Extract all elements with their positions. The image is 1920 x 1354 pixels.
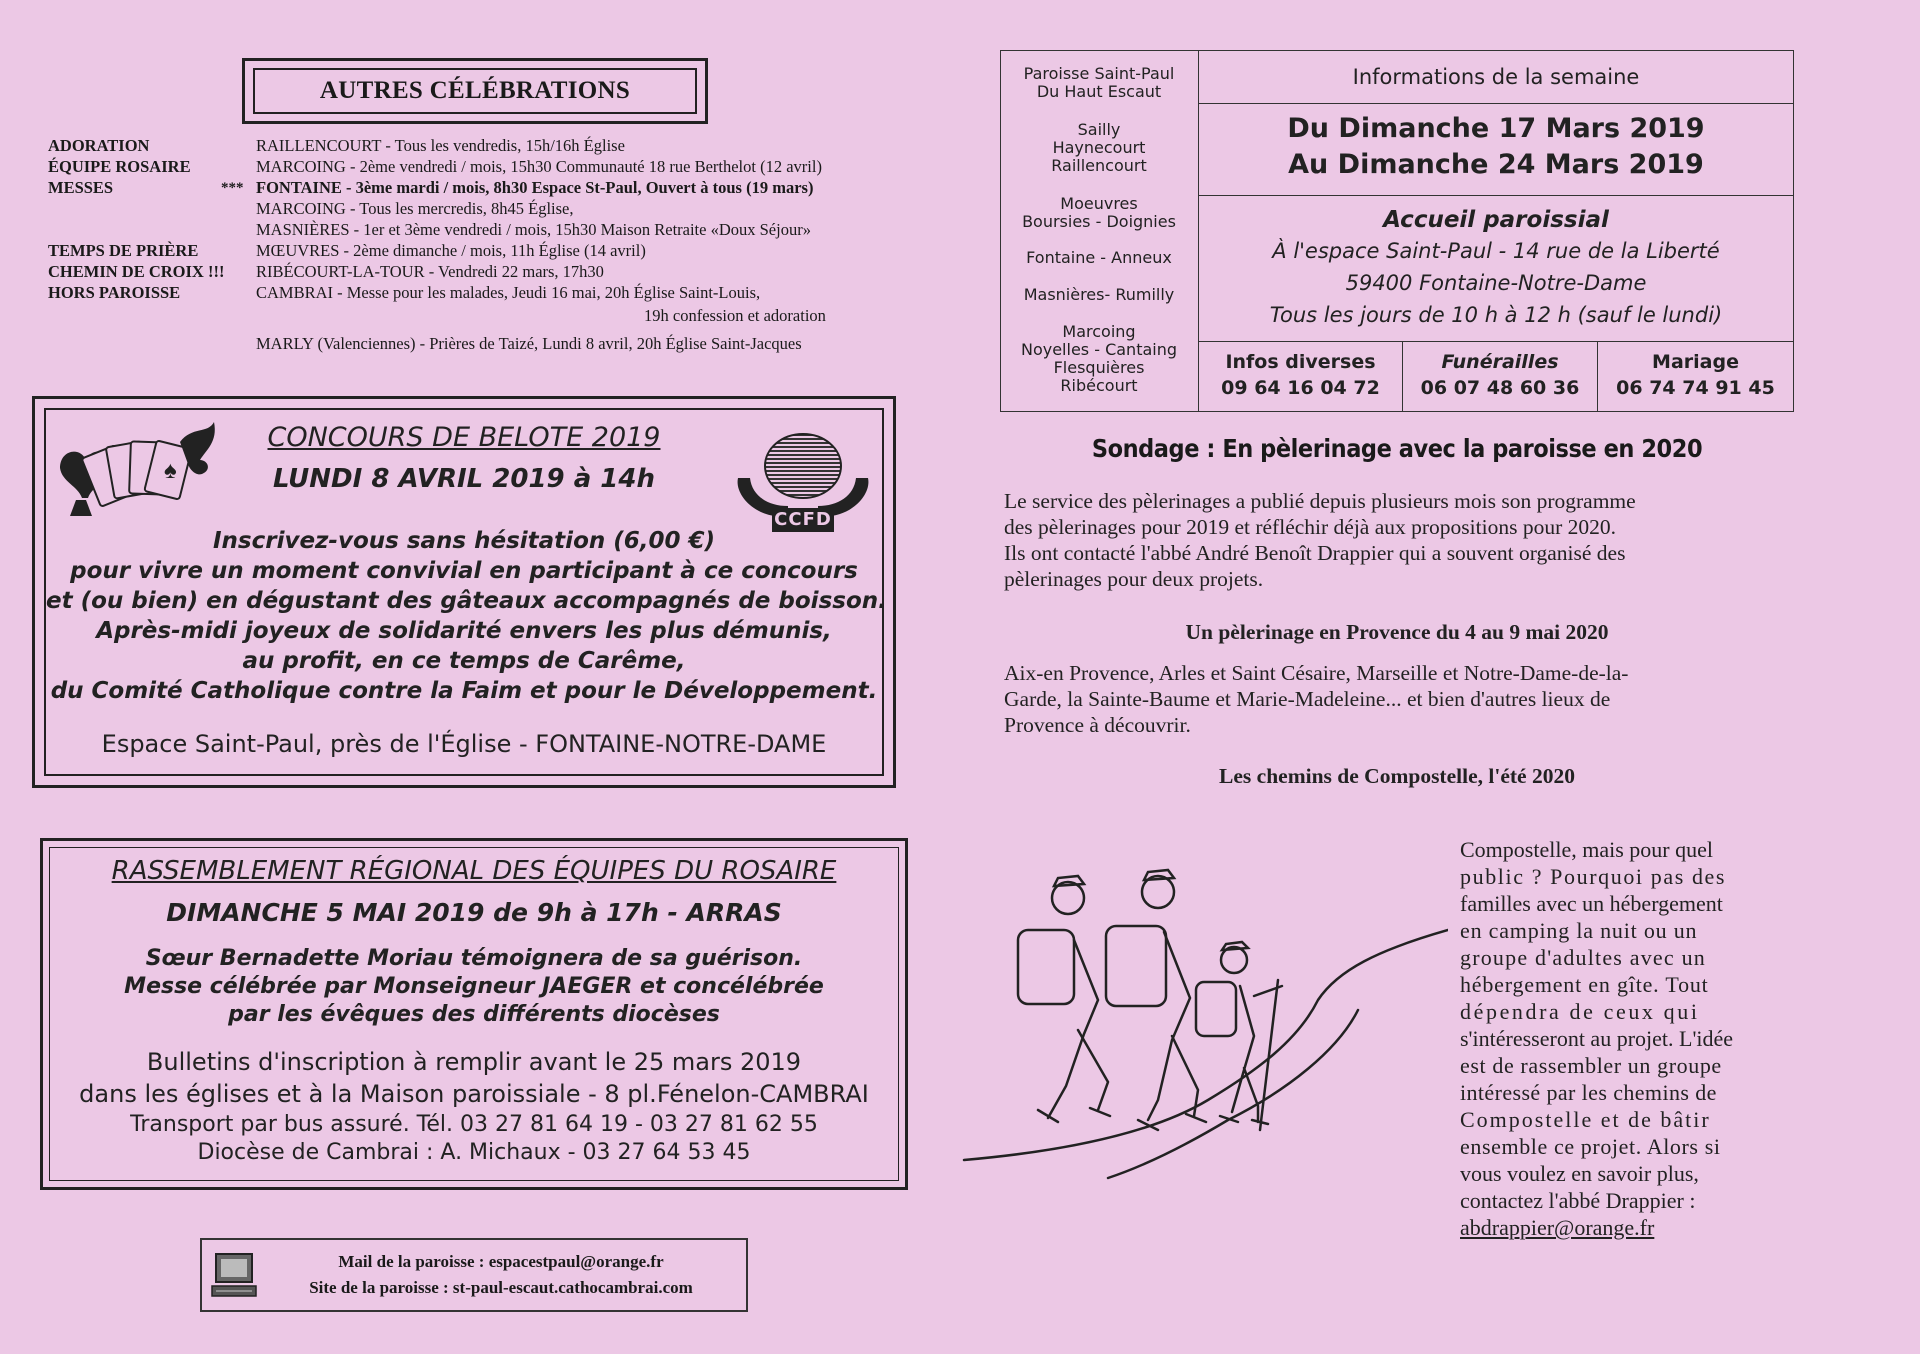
celebration-desc: RAILLENCOURT - Tous les vendredis, 15h/16h Église (256, 136, 625, 155)
compostelle-line: Compostelle, mais pour quel (1460, 837, 1713, 862)
sondage-intro (1004, 488, 1784, 592)
autres-celebrations-title-box (242, 58, 708, 124)
rosaire-line: Messe célébrée par Monseigneur JAEGER et concélébrée (124, 974, 824, 999)
accueil-line: 59400 Fontaine-Notre-Dame (1345, 271, 1647, 295)
compostelle-line: vous voulez en savoir plus, (1460, 1161, 1699, 1186)
celebration-desc: MARLY (Valenciennes) - Prières de Taizé, Lundi 8 avril, 20h Église Saint-Jacques (256, 334, 802, 353)
celebration-desc: MARCOING - Tous les mercredis, 8h45 Église, (256, 199, 574, 218)
celebration-desc: MASNIÈRES - 1er et 3ème vendredi / mois, 15h30 Maison Retraite «Doux Séjour» (256, 220, 811, 239)
hikers-illustration (958, 850, 1448, 1180)
compostelle-line: dépendra de ceux qui (1460, 999, 1700, 1024)
rosaire-date: DIMANCHE 5 MAI 2019 de 9h à 17h - ARRAS (166, 898, 782, 927)
provence-line: Aix-en Provence, Arles et Saint Césaire, Marseille et Notre-Dame-de-la- (1004, 661, 1629, 685)
rosaire-line: par les évêques des différents diocèses (228, 1002, 720, 1027)
sondage-title: Sondage : En pèlerinage avec la paroisse en 2020 (1091, 434, 1703, 463)
svg-text:♠: ♠ (164, 458, 177, 484)
parish-website[interactable]: Site de la paroisse : st-paul-escaut.cathocambrai.com (309, 1278, 693, 1297)
compostelle-line: est de rassembler un groupe (1460, 1053, 1722, 1078)
celebration-label: TEMPS DE PRIÈRE (48, 241, 199, 260)
contact-phone: 09 64 16 04 72 (1221, 377, 1380, 399)
belote-box (32, 396, 896, 788)
compostelle-line: en camping la nuit ou un (1460, 918, 1698, 943)
rosaire-bulletin: dans les églises et à la Maison paroissiale - 8 pl.Fénelon-CAMBRAI (79, 1080, 869, 1108)
parish-name: Fontaine - Anneux (1026, 248, 1172, 267)
belote-line: pour vivre un moment convivial en participant à ce concours (70, 558, 858, 584)
compostelle-line: ensemble ce projet. Alors si (1460, 1134, 1721, 1159)
rosaire-diocese: Diocèse de Cambrai : A. Michaux - 03 27 64 53 45 (197, 1140, 751, 1165)
parish-name: Masnières- Rumilly (1023, 285, 1175, 304)
celebration-label: MESSES (48, 178, 114, 197)
celebration-desc: MARCOING - 2ème vendredi / mois, 15h30 Communauté 18 rue Berthelot (12 avril) (256, 157, 822, 176)
parish-name: Marcoing Noyelles - Cantaing Flesquières Ribécourt (1020, 322, 1178, 395)
drappier-email-link[interactable]: abdrappier@orange.fr (1460, 1215, 1655, 1240)
celebration-stars: *** (221, 180, 244, 196)
compostelle-line: contactez l'abbé Drappier : (1460, 1188, 1696, 1213)
compostelle-line: hébergement en gîte. Tout (1460, 972, 1709, 997)
belote-place: Espace Saint-Paul, près de l'Église - FONTAINE-NOTRE-DAME (101, 730, 827, 758)
celebration-label: CHEMIN DE CROIX !!! (48, 262, 225, 281)
celebration-desc: CAMBRAI - Messe pour les malades, Jeudi 16 mai, 20h Église Saint-Louis, (256, 283, 761, 302)
compostelle-title: Les chemins de Compostelle, l'été 2020 (1219, 764, 1575, 788)
provence-text (1004, 660, 1784, 738)
contact-box (200, 1238, 748, 1312)
rosaire-transport: Transport par bus assuré. Tél. 03 27 81 64 19 - 03 27 81 62 55 (130, 1112, 818, 1137)
parish-mail[interactable]: Mail de la paroisse : espacestpaul@orange.fr (338, 1252, 664, 1271)
provence-line: Garde, la Sainte-Baume et Marie-Madeleine... et bien d'autres lieux de (1004, 687, 1611, 711)
accueil-title: Accueil paroissial (1383, 207, 1609, 233)
ccfd-logo-text: CCFD (772, 508, 834, 532)
date-from: Du Dimanche 17 Mars 2019 (1287, 113, 1705, 144)
sondage-intro-line: pèlerinages pour deux projets. (1004, 567, 1264, 591)
date-to: Au Dimanche 24 Mars 2019 (1288, 149, 1704, 180)
compostelle-line: s'intéresseront au projet. L'idée (1460, 1026, 1734, 1051)
contact-label: Funérailles (1441, 351, 1559, 373)
weekly-info-table (1000, 50, 1794, 412)
compostelle-line: intéressé par les chemins de (1460, 1080, 1717, 1105)
belote-title: CONCOURS DE BELOTE 2019 (267, 422, 661, 453)
contact-label: Infos diverses (1225, 351, 1376, 373)
info-title: Informations de la semaine (1352, 65, 1640, 89)
provence-line: Provence à découvrir. (1004, 713, 1191, 737)
compostelle-line: public ? Pourquoi pas des (1460, 864, 1727, 889)
sondage-intro-line: Le service des pèlerinages a publié depuis plusieurs mois son programme (1004, 489, 1636, 513)
provence-title: Un pèlerinage en Provence du 4 au 9 mai 2020 (1185, 620, 1609, 644)
celebration-desc: MŒUVRES - 2ème dimanche / mois, 11h Église (14 avril) (256, 241, 646, 260)
rosaire-box (40, 838, 908, 1190)
compostelle-line: Compostelle et de bâtir (1460, 1107, 1711, 1132)
sondage-intro-line: Ils ont contacté l'abbé André Benoît Drappier qui a souvent organisé des (1004, 541, 1626, 565)
belote-date: LUNDI 8 AVRIL 2019 à 14h (273, 464, 655, 494)
compostelle-line: groupe d'adultes avec un (1460, 945, 1706, 970)
belote-line: Après-midi joyeux de solidarité envers les plus démunis, (96, 618, 832, 644)
contact-phone: 06 74 74 91 45 (1616, 377, 1775, 399)
parish-name: Paroisse Saint-Paul Du Haut Escaut (1023, 64, 1175, 101)
celebration-desc: FONTAINE - 3ème mardi / mois, 8h30 Espace St-Paul, Ouvert à tous (19 mars) (256, 178, 814, 197)
parish-name: Sailly Haynecourt Raillencourt (1051, 120, 1147, 175)
autres-celebrations-title: AUTRES CÉLÉBRATIONS (253, 68, 697, 114)
accueil-line: Tous les jours de 10 h à 12 h (sauf le lundi) (1269, 303, 1723, 327)
celebration-desc: 19h confession et adoration (644, 306, 826, 325)
celebration-desc: RIBÉCOURT-LA-TOUR - Vendredi 22 mars, 17h30 (256, 262, 604, 281)
computer-icon (210, 1250, 262, 1302)
contact-phone: 06 07 48 60 36 (1420, 377, 1580, 399)
parish-name: Moeuvres Boursies - Doignies (1022, 194, 1176, 231)
belote-line: Inscrivez-vous sans hésitation (6,00 €) (212, 528, 716, 554)
contact-label: Mariage (1652, 351, 1739, 373)
belote-line: et (ou bien) en dégustant des gâteaux accompagnés de boisson. (46, 588, 887, 614)
ccfd-logo (728, 426, 878, 536)
rosaire-title: RASSEMBLEMENT RÉGIONAL DES ÉQUIPES DU ROSAIRE (111, 856, 837, 886)
celebration-label: ÉQUIPE ROSAIRE (48, 157, 191, 176)
rosaire-line: Sœur Bernadette Moriau témoignera de sa guérison. (145, 946, 803, 971)
sondage-intro-line: des pèlerinages pour 2019 et réfléchir déjà aux propositions pour 2020. (1004, 515, 1616, 539)
belote-line: au profit, en ce temps de Carême, (242, 648, 686, 674)
celebration-label: HORS PAROISSE (48, 283, 181, 302)
celebration-label: ADORATION (48, 136, 150, 155)
accueil-line: À l'espace Saint-Paul - 14 rue de la Liberté (1272, 239, 1720, 263)
belote-line: du Comité Catholique contre la Faim et pour le Développement. (50, 678, 878, 704)
compostelle-line: familles avec un hébergement (1460, 891, 1723, 916)
rosaire-bulletin: Bulletins d'inscription à remplir avant le 25 mars 2019 (146, 1048, 802, 1076)
